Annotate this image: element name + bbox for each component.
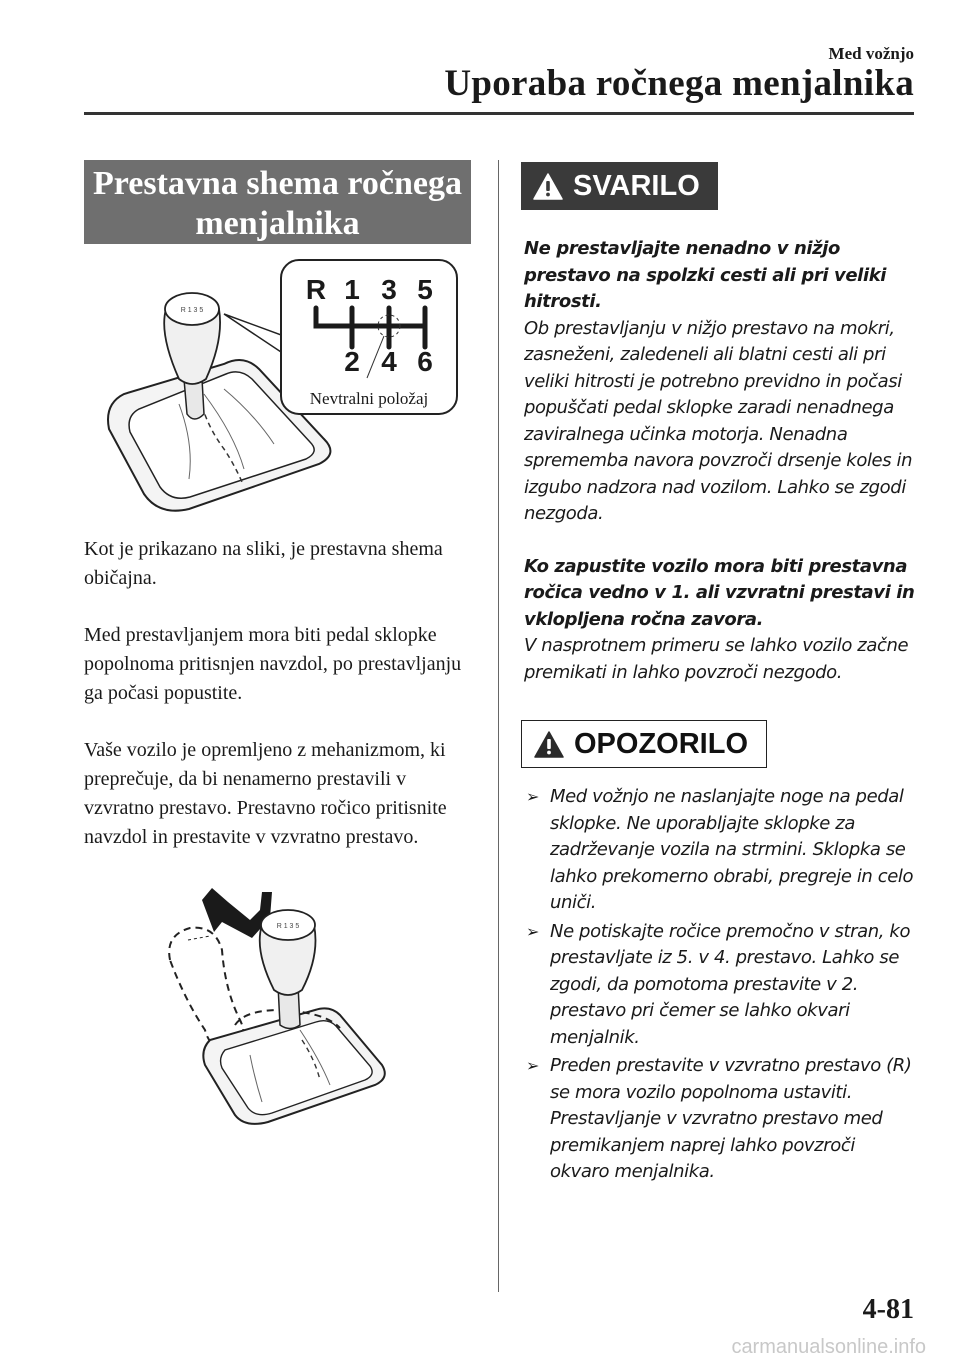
caution-label bbox=[521, 720, 767, 768]
header-rule bbox=[84, 112, 914, 115]
neutral-position-label: Nevtralni položaj bbox=[309, 389, 429, 408]
danger-heading-downshift: Ne prestavljajte nenadno v nižjo prestavo na spolzki cesti ali pri veliki hitrosti. bbox=[524, 238, 887, 312]
danger-label-text: SVARILO bbox=[573, 169, 700, 202]
warning-triangle-icon bbox=[534, 731, 564, 758]
section-heading-line1: Prestavna shema ročnega bbox=[93, 165, 462, 202]
caution-list bbox=[524, 784, 919, 1188]
svg-text:R 1 3 5: R 1 3 5 bbox=[276, 923, 300, 930]
bullet-arrow-icon: ➢ bbox=[526, 921, 540, 941]
column-divider bbox=[498, 160, 499, 1292]
danger-text-parking: V nasprotnem primeru se lahko vozilo začne premikati in lahko povzroči nezgodo. bbox=[524, 635, 909, 683]
danger-text bbox=[524, 236, 919, 686]
paragraph-reverse-lockout: Vaše vozilo je opremljeno z mehanizmom, ki preprečuje, da bi nenamerno prestavili v vzvratno prestavo. Prestavno ročico pritisnite navzdol in prestavite v vzvratno prestavo. bbox=[84, 739, 447, 848]
header-section-label: Med vožnjo bbox=[828, 44, 914, 63]
gear-label-2: 2 bbox=[344, 346, 360, 377]
caution-label-text: OPOZORILO bbox=[574, 727, 748, 760]
shift-pattern-figure bbox=[84, 254, 484, 514]
gear-label-6: 6 bbox=[417, 346, 433, 377]
paragraph-shift-pattern: Kot je prikazano na sliki, je prestavna shema običajna. bbox=[84, 538, 443, 589]
bullet-arrow-icon: ➢ bbox=[526, 787, 540, 806]
gear-label-r: R bbox=[305, 274, 327, 305]
section-heading bbox=[84, 160, 471, 244]
gear-label-3: 3 bbox=[381, 274, 397, 305]
list-item: ➢ Med vožnjo ne naslanjajte noge na pedal sklopke. Ne uporabljajte sklopke za zadrževanje vozila na strmini. Sklopka se lahko prekomerno obrabi, pregreje in celo uniči. bbox=[526, 786, 914, 913]
list-item: ➢ Ne potiskajte ročice premočno v stran, ko prestavljate iz 5. v 4. prestavo. Lahko se zgodi, da pomotoma prestavite v 2. prestavo pri čemer se lahko okvari menjalnik. bbox=[526, 920, 911, 1048]
list-item: ➢ Preden prestavite v vzvratno prestavo (R) se mora vozilo popolnoma ustaviti. Prestavljanje v vzvratno prestavo med premikanjem naprej lahko povzroči okvaro menjalnika. bbox=[526, 1055, 912, 1182]
gear-label-1: 1 bbox=[344, 274, 360, 305]
left-body-text bbox=[84, 535, 479, 880]
svg-text:R 1 3 5: R 1 3 5 bbox=[180, 307, 204, 314]
warning-triangle-icon bbox=[533, 173, 563, 200]
paragraph-clutch-pedal: Med prestavljanjem mora biti pedal sklopke popolnoma pritisnjen navzdol, po prestavljanju ga počasi popustite. bbox=[84, 624, 462, 704]
bullet-arrow-icon: ➢ bbox=[526, 1056, 540, 1075]
gear-label-4: 4 bbox=[381, 346, 397, 377]
danger-text-downshift: Ob prestavljanju v nižjo prestavo na mokri, zasneženi, zaledeneli ali blatni cesti ali pri veliki hitrosti je potrebno previdno in počasi popuščati pedal sklopke zaradi nenadnega zaviralnega učinka motorja. Nenadna sprememba navora povzroči drsenje koles in izgubo nadzora nad vozilom. Lahko se zgodi nezgoda. bbox=[524, 317, 913, 524]
section-heading-line2: menjalnika bbox=[195, 205, 360, 242]
watermark: carmanualsonline.info bbox=[731, 1336, 926, 1358]
gear-label-5: 5 bbox=[417, 274, 433, 305]
page-title: Uporaba ročnega menjalnika bbox=[444, 63, 914, 104]
page-number: 4-81 bbox=[862, 1294, 914, 1325]
danger-label bbox=[521, 162, 718, 210]
danger-heading-parking: Ko zapustite vozilo mora biti prestavna ročica vedno v 1. ali vzvratni prestavi in vklopljena ročna zavora. bbox=[524, 555, 915, 630]
reverse-shift-figure bbox=[150, 880, 400, 1130]
